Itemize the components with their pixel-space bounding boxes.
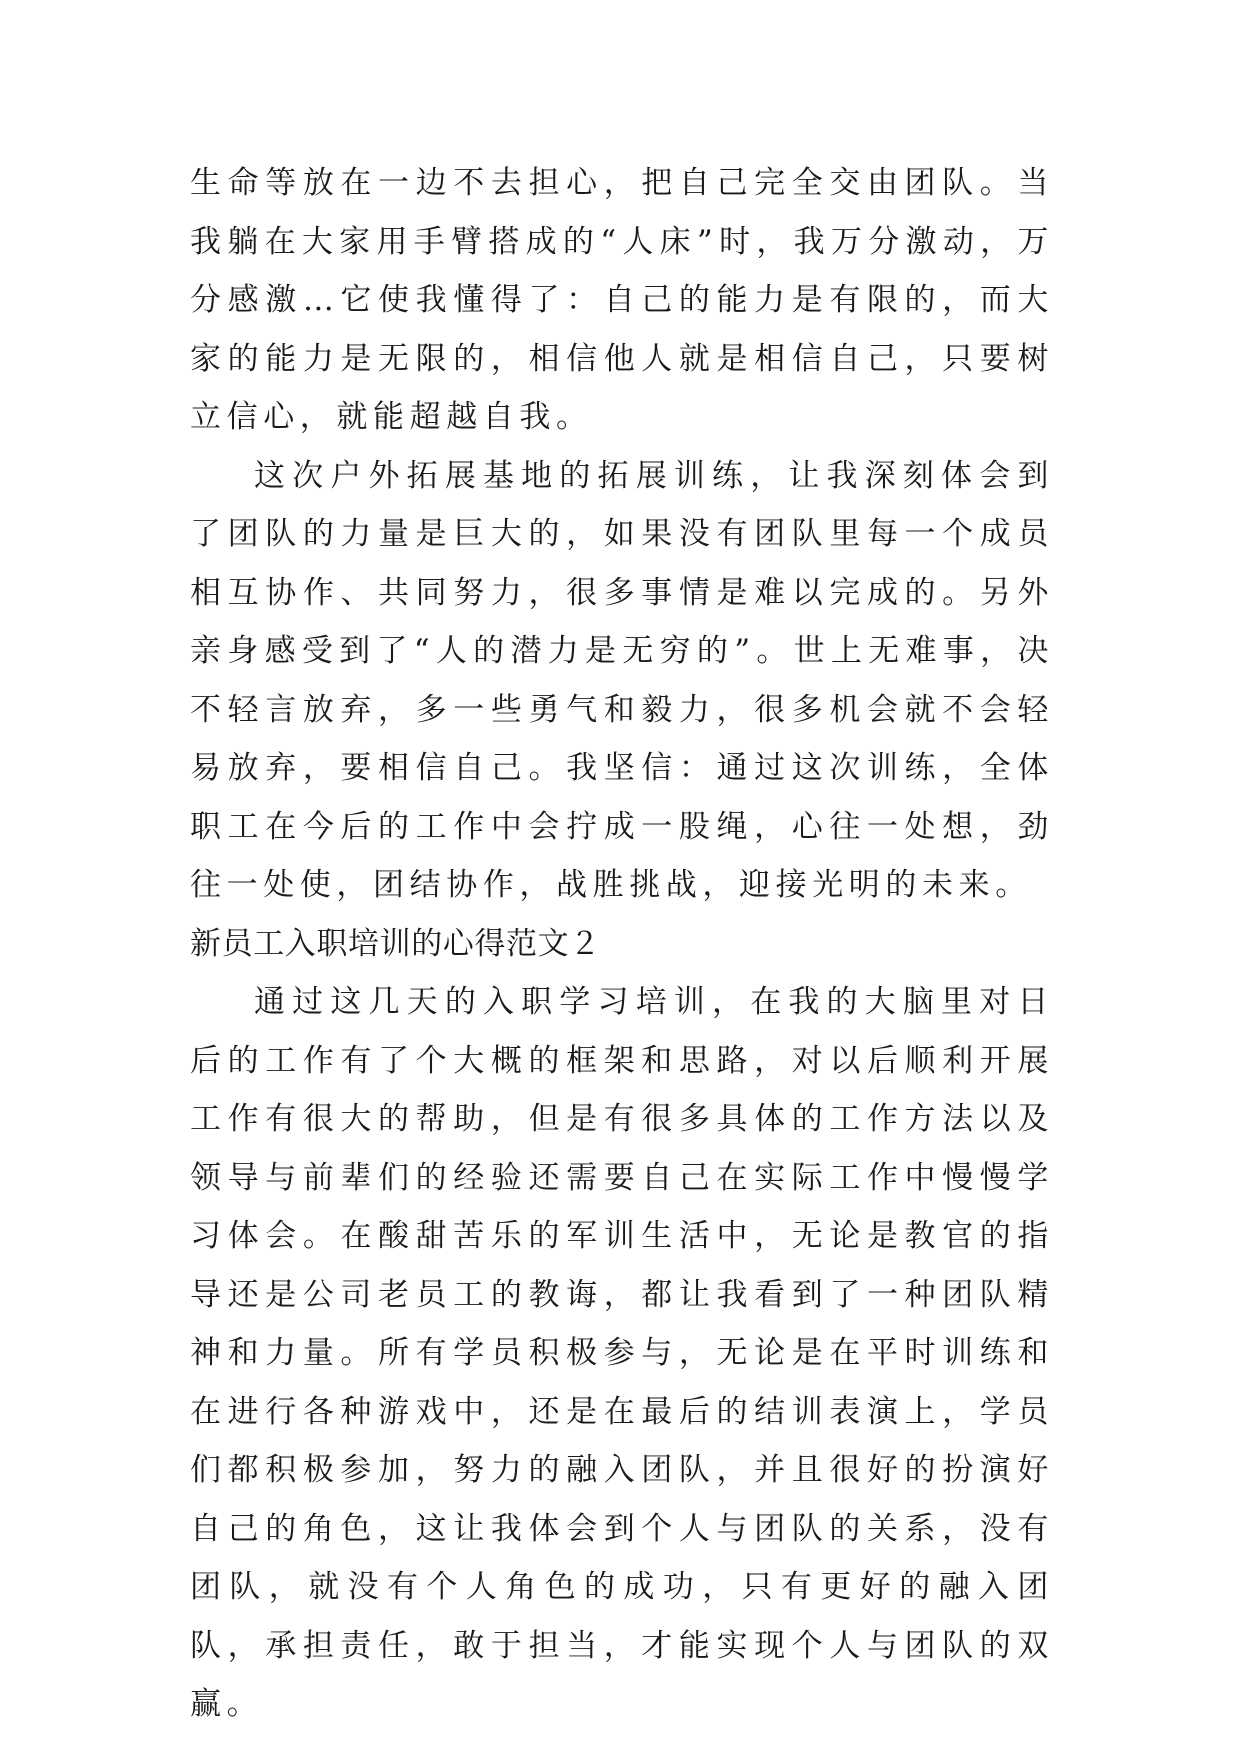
section-heading: 新员工入职培训的心得范文２	[190, 925, 601, 962]
paragraph-onboarding-training: 通过这几天的入职学习培训，在我的大脑里对日后的工作有了个大概的框架和思路，对以后顺利开展工作有很大的帮助，但是有很多具体的工作方法以及领导与前辈们的经验还需要自己在实际工作中慢慢学习体会。在酸甜苦乐的军训生活中，无论是教官的指导还是公司老员工的教诲，都让我看到了一种团队精神和力量。所有学员积极参与，无论是在平时训练和在进行各种游戏中，还是在最后的结训表演上，学员们都积极参加，努力的融入团队，并且很好的扮演好自己的角色，这让我体会到个人与团队的关系，没有团队，就没有个人角色的成功，只有更好的融入团队，承担责任，敢于担当，才能实现个人与团队的双赢。	[190, 984, 1054, 1722]
paragraph-continuation: 生命等放在一边不去担心，把自己完全交由团队。当我躺在大家用手臂搭成的“人床”时，我万分激动，万分感激…它使我懂得了：自己的能力是有限的，而大家的能力是无限的，相信他人就是相信自己，只要树立信心，就能超越自我。	[190, 165, 1054, 435]
paragraph-outdoor-training: 这次户外拓展基地的拓展训练，让我深刻体会到了团队的力量是巨大的，如果没有团队里每一个成员相互协作、共同努力，很多事情是难以完成的。另外亲身感受到了“人的潜力是无穷的”。世上无难事，决不轻言放弃，多一些勇气和毅力，很多机会就不会轻易放弃，要相信自己。我坚信：通过这次训练，全体职工在今后的工作中会拧成一股绳，心往一处想，劲往一处使，团结协作，战胜挑战，迎接光明的未来。	[190, 457, 1054, 903]
document-body	[190, 154, 1054, 1734]
